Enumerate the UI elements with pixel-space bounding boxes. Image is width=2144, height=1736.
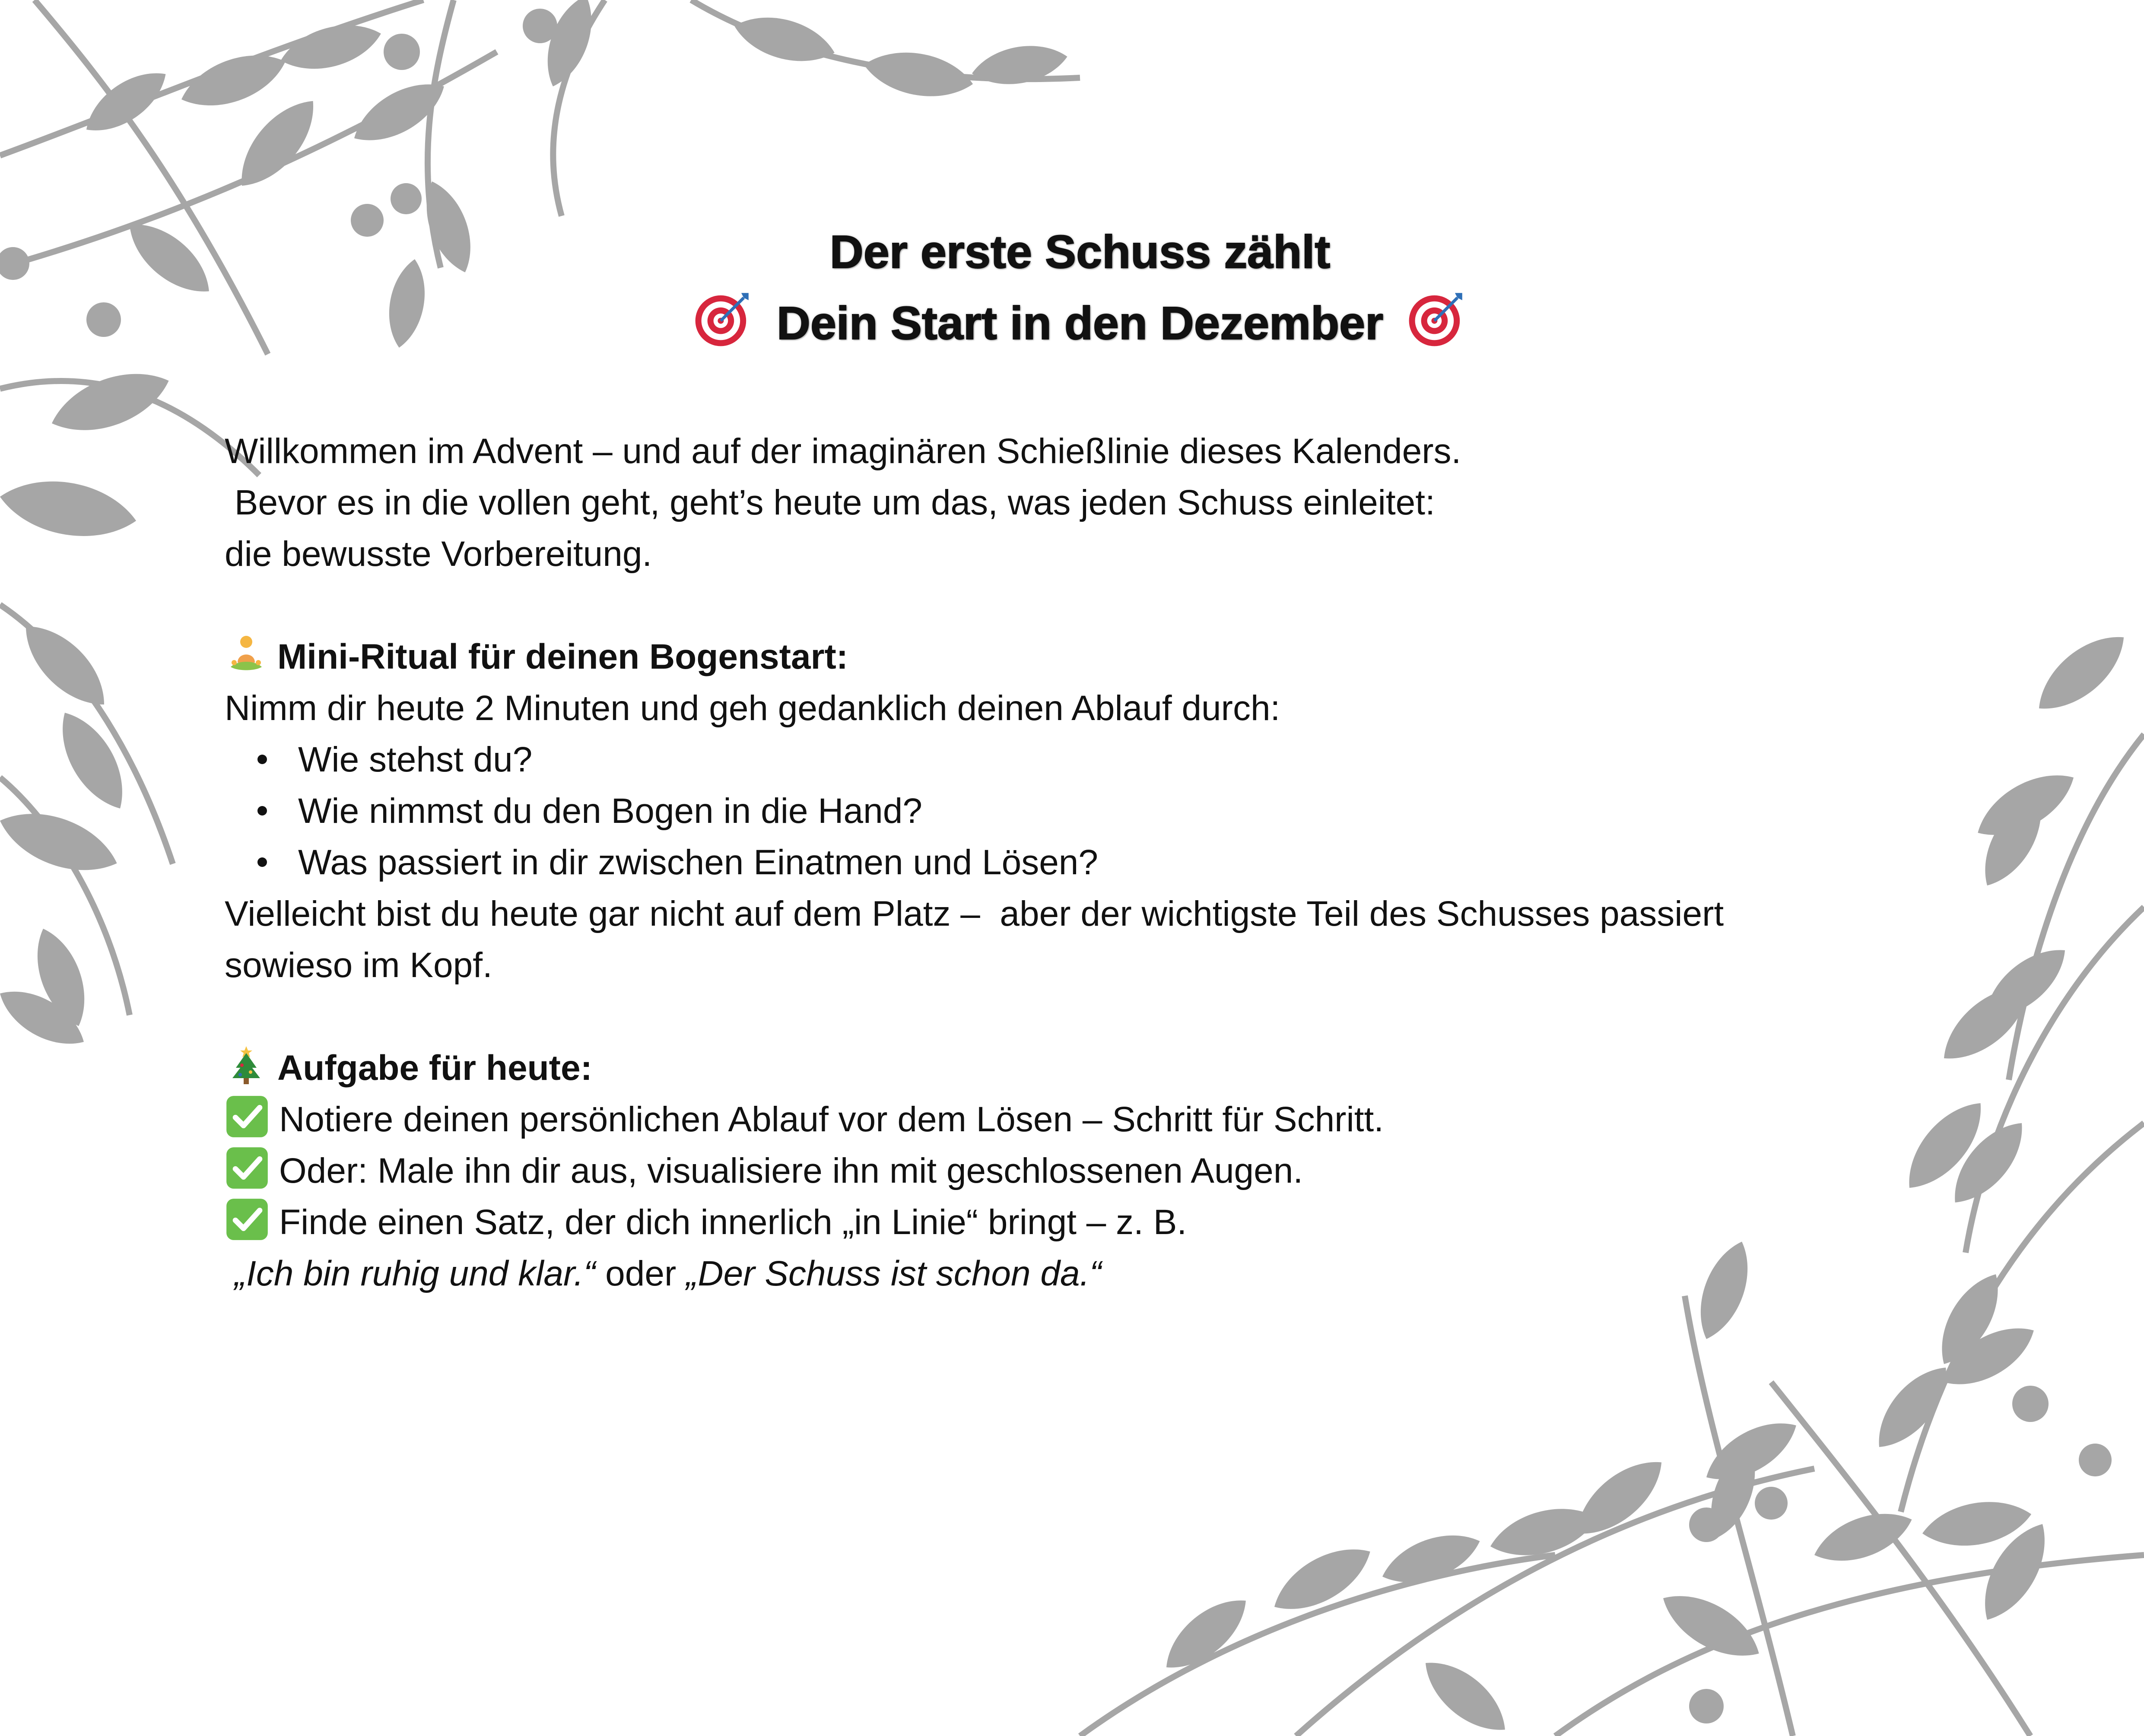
bullet-icon [257, 806, 267, 816]
page-subtitle [225, 287, 1935, 359]
ritual-heading-text: Mini-Ritual für deinen Bogenstart: [277, 637, 848, 676]
check-item [225, 1196, 2017, 1248]
bottom-leaves [1154, 1235, 2060, 1736]
ritual-closing: sowieso im Kopf. [225, 946, 492, 985]
check-text: Oder: Male ihn dir aus, visualisiere ihn mit geschlossenen Augen. [279, 1151, 1303, 1190]
check-text: Finde einen Satz, der dich innerlich „in Linie“ bringt – z. B. [279, 1203, 1187, 1242]
title-block [225, 216, 1935, 359]
list-item [225, 837, 2017, 888]
list-item [225, 785, 2017, 837]
title-line-1: Der erste Schuss zählt [829, 225, 1331, 278]
check-mark-button-icon [225, 1197, 270, 1242]
ritual-bullet-list [225, 734, 2017, 888]
intro-line: Bevor es in die vollen geht, geht’s heute um das, was jeden Schuss einleitet: [225, 483, 1435, 522]
bullet-text: Wie stehst du? [298, 740, 533, 779]
task-heading-text: Aufgabe für heute: [277, 1048, 592, 1088]
check-item [225, 1094, 2017, 1145]
quote-1: „Ich bin ruhig und klar.“ [234, 1254, 596, 1293]
ritual-lead: Nimm dir heute 2 Minuten und geh gedanklich deinen Ablauf durch: [225, 689, 1280, 728]
check-mark-button-icon [225, 1146, 270, 1190]
spacer [225, 991, 2017, 1042]
meditation-person-icon [225, 632, 268, 676]
bullet-icon [257, 755, 267, 764]
bullet-icon [257, 857, 267, 867]
quote-line [225, 1248, 2017, 1299]
quote-2: „Der Schuss ist schon da.“ [686, 1254, 1102, 1293]
body-text [225, 425, 2017, 1299]
target-dart-icon [1407, 288, 1467, 349]
intro-line: Willkommen im Advent – und auf der imaginären Schießlinie dieses Kalenders. [225, 432, 1461, 471]
bullet-text: Was passiert in dir zwischen Einatmen und Lösen? [298, 843, 1099, 882]
list-item [225, 734, 2017, 785]
quote-joiner: oder [595, 1254, 686, 1293]
check-mark-button-icon [225, 1094, 270, 1139]
title-line-2: Dein Start in den Dezember [776, 297, 1384, 349]
intro-line: die bewusste Vorbereitung. [225, 534, 652, 574]
check-item [225, 1145, 2017, 1196]
page-title [225, 216, 1935, 287]
christmas-tree-icon [225, 1044, 268, 1087]
check-text: Notiere deinen persönlichen Ablauf vor dem Lösen – Schritt für Schritt. [279, 1100, 1384, 1139]
spacer [225, 580, 2017, 631]
target-dart-icon [693, 288, 753, 349]
bullet-text: Wie nimmst du den Bogen in die Hand? [298, 791, 922, 831]
task-heading [225, 1042, 2017, 1094]
ritual-closing: Vielleicht bist du heute gar nicht auf dem Platz – aber der wichtigste Teil des Schusses passiert [225, 894, 1724, 933]
ritual-heading [225, 631, 2017, 682]
